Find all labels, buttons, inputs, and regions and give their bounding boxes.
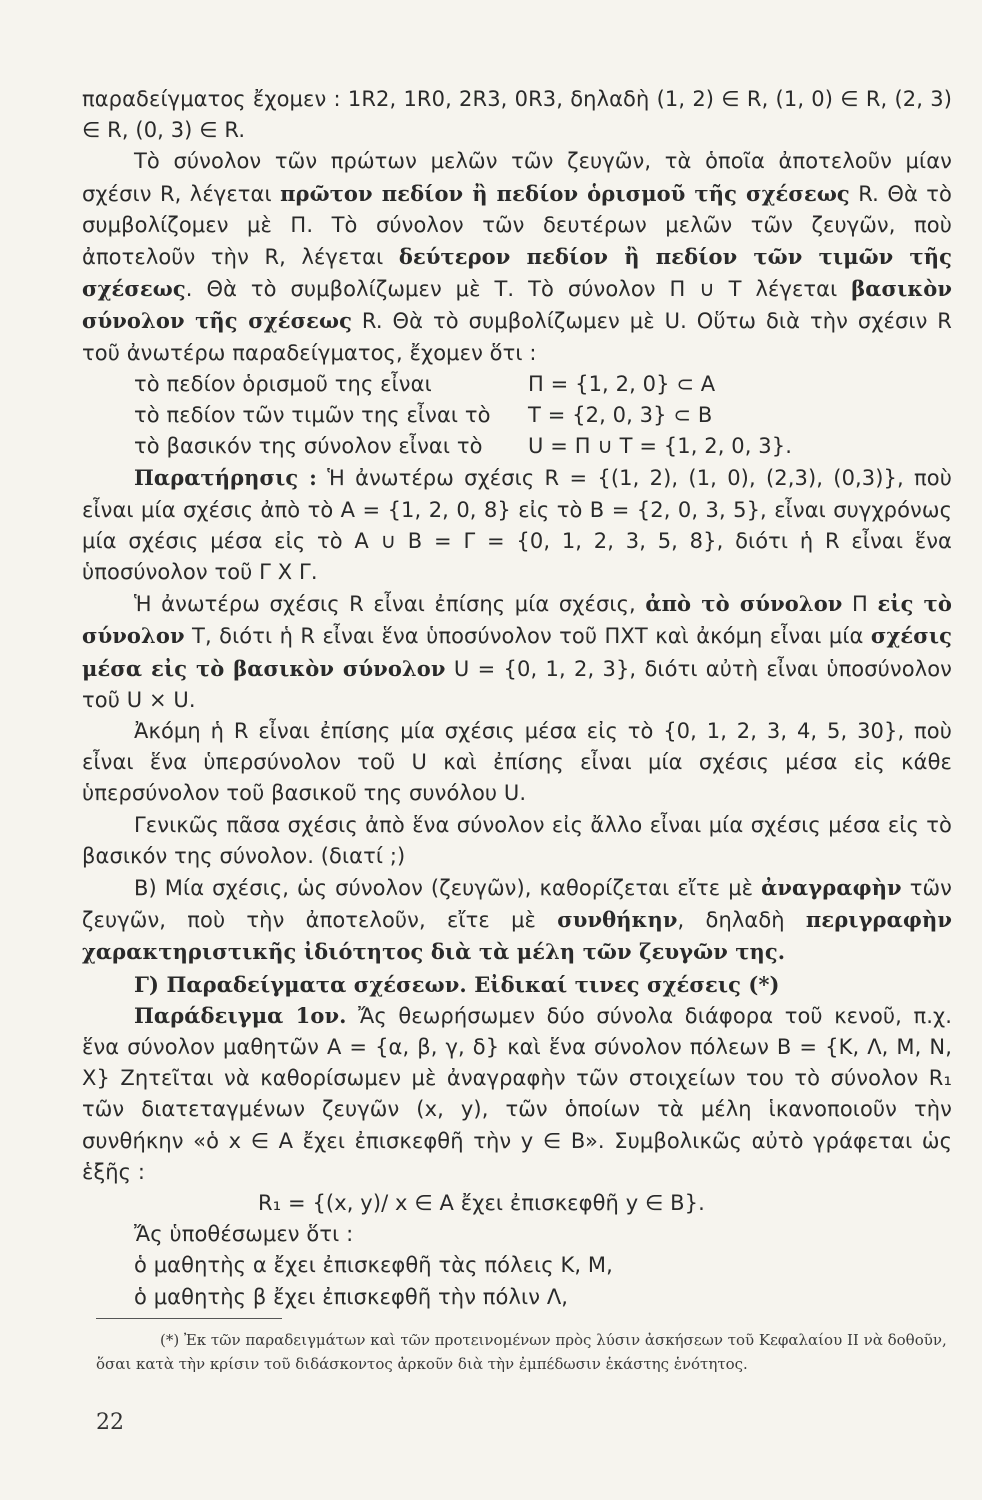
footnote-divider (96, 1318, 282, 1319)
example-paragraph (82, 1000, 952, 1188)
bold-term: δεύτερον πεδίον ἢ πεδίον τῶν τιμῶν τῆς σχέσεως (82, 244, 953, 302)
bold-term: ἀπὸ τὸ σύνολον (645, 591, 843, 617)
remark-paragraph (82, 462, 952, 588)
paragraph: Β) Μία σχέσις, ὡς σύνολον (ζευγῶν), καθορίζεται εἴτε μὲ ἀναγραφὴν τῶν ζευγῶν, ποὺ τὴν ἀποτελοῦν, εἴτε μὲ συνθήκην, δηλαδὴ περιγραφὴν χαρακτηριστικῆς ἰδιότητος διὰ τὰ μέλη τῶν ζευγῶν της. (82, 875, 952, 965)
footnote-text: (*) Ἐκ τῶν παραδειγμάτων καὶ τῶν προτεινομένων πρὸς λύσιν ἀσκήσεων τοῦ Κεφαλαίου II νὰ δοθοῦν, ὅσαι κατὰ τὴν κρίσιν τοῦ διδάσκοντος ἀρκοῦν διὰ τὴν ἐμπέδωσιν ἑκάστης ἑνότητος. (96, 1331, 947, 1373)
definition-row (82, 369, 952, 400)
definition-value: Π = {1, 2, 0} ⊂ A (528, 371, 716, 396)
remark-heading: Παρατήρησις : (134, 465, 318, 491)
section-heading: Γ) Παραδείγματα σχέσεων. Εἰδικαί τινες σχέσεις (*) (134, 971, 780, 997)
bold-term: συνθήκην (557, 907, 678, 933)
example-text: Ἄς θεωρήσωμεν δύο σύνολα διάφορα τοῦ κενοῦ, π.χ. ἕνα σύνολον μαθητῶν A = {α, β, γ, δ} καὶ ἕνα σύνολον πόλεων B = {K, Λ, M, N, X} Ζητεῖται νὰ καθορίσωμεν μὲ ἀναγραφὴν τῶν στοιχείων του τὸ σύνολον R₁ τῶν διατεταγμένων ζευγῶν (x, y), τῶν ὁποίων τὰ μέλη ἱκανοποιοῦν τὴν συνθήκην «ὁ x ∈ A ἔχει ἐπισκεφθῆ τὴν y ∈ B». Συμβολικῶς αὐτὸ γράφεται ὡς ἑξῆς : (82, 1003, 953, 1184)
definition-row (82, 400, 952, 431)
bold-term: βασικὸν σύνολον τῆς σχέσεως (82, 276, 952, 334)
paragraph: Ἡ ἀνωτέρω σχέσις R εἶναι ἐπίσης μία σχέσις, ἀπὸ τὸ σύνολον Π εἰς τὸ σύνολον Τ, διότι ἡ R εἶναι ἕνα ὑποσύνολον τοῦ ΠΧΤ καὶ ἀκόμη εἶναι μία σχέσις μέσα εἰς τὸ βασικὸν σύνολον U = {0, 1, 2, 3}, διότι αὐτὴ εἶναι ὑποσύνολον τοῦ U × U. (82, 591, 953, 712)
footnote (96, 1328, 954, 1376)
bold-term: ἀναγραφὴν (761, 875, 902, 901)
paragraph: Τὸ σύνολον τῶν πρώτων μελῶν τῶν ζευγῶν, τὰ ὁποῖα ἀποτελοῦν μίαν σχέσιν R, λέγεται πρῶτον πεδίον ἢ πεδίον ὁρισμοῦ τῆς σχέσεως R. Θὰ τὸ συμβολίζομεν μὲ Π. Τὸ σύνολον τῶν δευτέρων μελῶν τῶν ζευγῶν, ποὺ ἀποτελοῦν τὴν R, λέγεται δεύτερον πεδίον ἢ πεδίον τῶν τιμῶν τῆς σχέσεως. Θὰ τὸ συμβολίζωμεν μὲ Τ. Τὸ σύνολον Π ∪ Τ λέγεται βασικὸν σύνολον τῆς σχέσεως R. Θὰ τὸ συμβολίζωμεν μὲ U. Οὕτω διὰ τὴν σχέσιν R τοῦ ἀνωτέρω παραδείγματος, ἔχομεν ὅτι : (82, 149, 953, 365)
bold-term: περιγραφὴν χαρακτηριστικῆς ἰδιότητος διὰ τὰ μέλη τῶν ζευγῶν της. (82, 907, 952, 965)
paragraph: παραδείγματος ἔχομεν : 1R2, 1R0, 2R3, 0R3, δηλαδὴ (1, 2) ∈ R, (1, 0) ∈ R, (2, 3) ∈ R, (0, 3) ∈ R. (82, 87, 952, 143)
paragraph: ὁ μαθητὴς β ἔχει ἐπισκεφθῆ τὴν πόλιν Λ, (134, 1284, 569, 1309)
formula: R₁ = {(x, y)/ x ∈ A ἔχει ἐπισκεφθῆ y ∈ B}. (258, 1191, 705, 1216)
bold-term: πρῶτον πεδίον ἢ πεδίον ὁρισμοῦ τῆς σχέσεως (280, 180, 850, 206)
remark-text: Ἡ ἀνωτέρω σχέσις R = {(1, 2), (1, 0), (2,3), (0,3)}, ποὺ εἶναι μία σχέσις ἀπὸ τὸ A = {1, 2, 0, 8} εἰς τὸ B = {2, 0, 3, 5}, εἶναι συγχρόνως μία σχέσις μέσα εἰς τὸ A ∪ B = Γ = {0, 1, 2, 3, 5, 8}, διότι ἡ R εἶναι ἕνα ὑποσύνολον τοῦ Γ Χ Γ. (82, 466, 952, 584)
paragraph: ὁ μαθητὴς α ἔχει ἐπισκεφθῆ τὰς πόλεις K, M, (134, 1253, 613, 1278)
definition-value: Τ = {2, 0, 3} ⊂ B (528, 403, 713, 428)
bold-term: εἰς τὸ σύνολον (82, 591, 952, 649)
definition-label: τὸ πεδίον τῶν τιμῶν της εἶναι τὸ (134, 403, 491, 428)
example-heading: Παράδειγμα 1ον. (134, 1002, 347, 1028)
definition-row (82, 431, 952, 462)
definition-label: τὸ βασικόν της σύνολον εἶναι τὸ (134, 434, 483, 459)
page-body (82, 84, 952, 1313)
definition-list (82, 369, 952, 463)
paragraph: Ἄς ὑποθέσωμεν ὅτι : (134, 1222, 354, 1247)
paragraph: Γενικῶς πᾶσα σχέσις ἀπὸ ἕνα σύνολον εἰς ἄλλο εἶναι μία σχέσις μέσα εἰς τὸ βασικόν της σύνολον. (διατί ;) (82, 812, 952, 868)
definition-value: U = Π ∪ Τ = {1, 2, 0, 3}. (528, 434, 792, 459)
paragraph: Ἀκόμη ἡ R εἶναι ἐπίσης μία σχέσις μέσα εἰς τὸ {0, 1, 2, 3, 4, 5, 30}, ποὺ εἶναι ἕνα ὑπερσύνολον τοῦ U καὶ ἐπίσης εἶναι μία σχέσις μέσα εἰς κάθε ὑπερσύνολον τοῦ βασικοῦ της συνόλου U. (82, 719, 952, 806)
bold-term: σχέσις μέσα εἰς τὸ βασικὸν σύνολον (82, 623, 952, 681)
page-number: 22 (96, 1410, 124, 1435)
definition-label: τὸ πεδίον ὁρισμοῦ της εἶναι (134, 371, 432, 396)
